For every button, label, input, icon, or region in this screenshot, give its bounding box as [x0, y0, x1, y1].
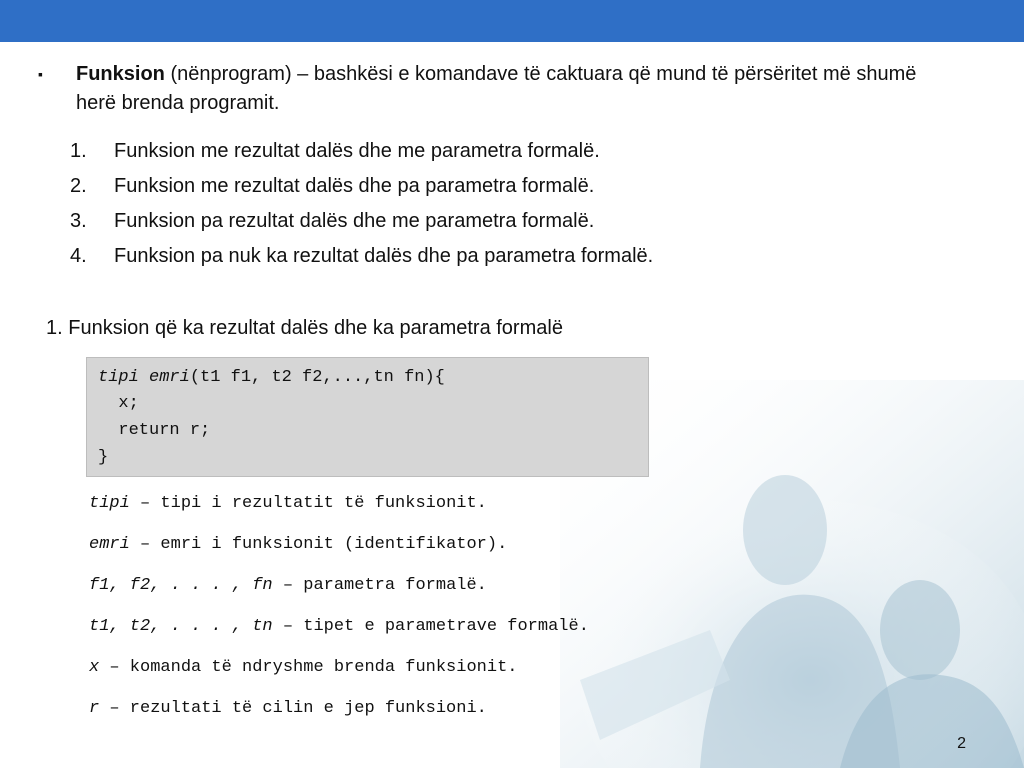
- page-number: 2: [957, 735, 966, 752]
- code-line-statement: x;: [98, 394, 139, 413]
- list-item-text: Funksion me rezultat dalës dhe pa parametra formalë.: [114, 175, 595, 197]
- definition-term: f1, f2, . . . , fn: [89, 576, 273, 595]
- code-signature: [98, 366, 445, 390]
- bullet-text: [76, 60, 936, 118]
- list-item-number: 3.: [70, 210, 87, 232]
- code-line-return: return r;: [98, 421, 211, 440]
- list-item-text: Funksion me rezultat dalës dhe me parametra formalë.: [114, 140, 600, 162]
- header-bar: [0, 0, 1024, 42]
- definition-item: [89, 656, 589, 697]
- list-item-text: Funksion pa nuk ka rezultat dalës dhe pa parametra formalë.: [114, 245, 654, 267]
- list-item-text: Funksion pa rezultat dalës dhe me parametra formalë.: [114, 210, 595, 232]
- definition-item: [89, 533, 589, 574]
- definition-term: emri: [89, 535, 130, 554]
- definition-desc: – komanda të ndryshme brenda funksionit.: [99, 658, 518, 677]
- definition-item: [89, 697, 589, 738]
- definition-term: tipi: [89, 494, 130, 513]
- definition-term: t1, t2, . . . , tn: [89, 617, 273, 636]
- section-heading: 1. Funksion që ka rezultat dalës dhe ka parametra formalë: [46, 317, 563, 339]
- list-item-number: 4.: [70, 245, 87, 267]
- definitions-list: [89, 492, 589, 738]
- bullet-term: Funksion: [76, 63, 165, 85]
- definition-desc: – rezultati të cilin e jep funksioni.: [99, 699, 487, 718]
- definition-desc: – tipet e parametrave formalë.: [272, 617, 589, 636]
- definition-term: r: [89, 699, 100, 718]
- definition-item: [89, 615, 589, 656]
- definition-item: [89, 574, 589, 615]
- list-item-number: 2.: [70, 175, 87, 197]
- bullet-definition: (nënprogram) – bashkësi e komandave të caktuara që mund të përsëritet më shumë herë brenda programit.: [76, 63, 917, 114]
- definition-term: x: [89, 658, 100, 677]
- list-item-number: 1.: [70, 140, 87, 162]
- definition-desc: – emri i funksionit (identifikator).: [129, 535, 508, 554]
- definition-item: [89, 492, 589, 533]
- definition-desc: – tipi i rezultatit të funksionit.: [129, 494, 487, 513]
- code-type-word: tipi: [98, 368, 139, 387]
- code-signature-rest: (t1 f1, t2 f2,...,tn fn){: [189, 368, 445, 387]
- code-block: [86, 357, 649, 477]
- definition-desc: – parametra formalë.: [272, 576, 487, 595]
- bullet-marker: ▪: [38, 66, 43, 82]
- code-name-word: emri: [149, 368, 190, 387]
- code-line-close: }: [98, 448, 109, 467]
